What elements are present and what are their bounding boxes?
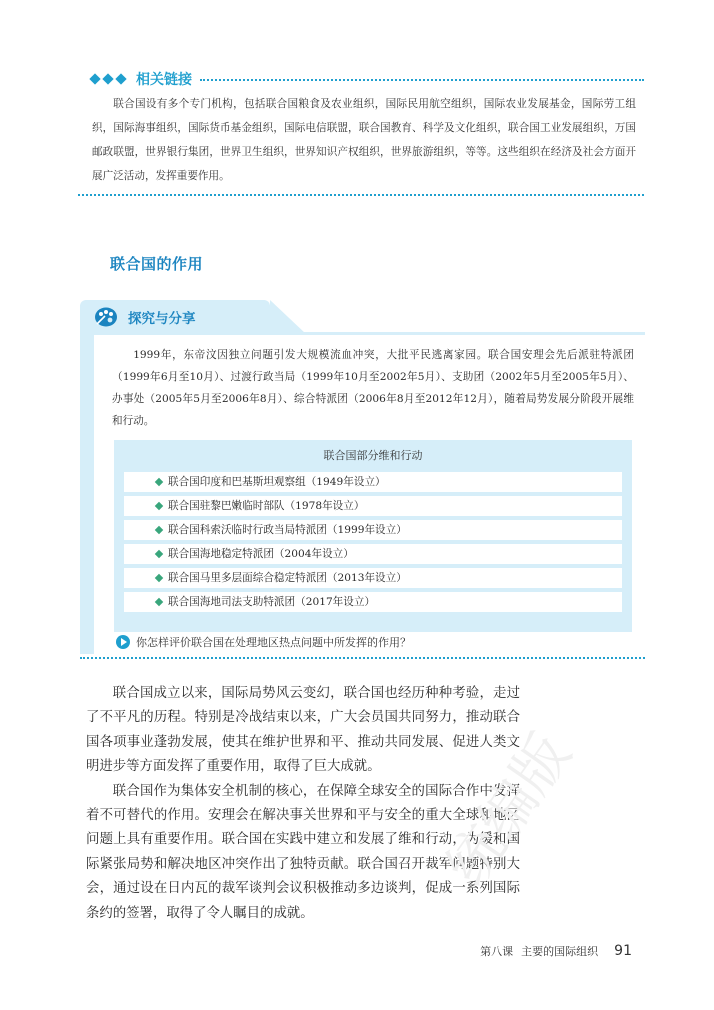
diamond-icon [115,73,126,84]
table-row [124,472,622,492]
diamond-bullet-icon [155,550,163,558]
mission-name: 联合国驻黎巴嫩临时部队（1978年设立） [168,500,365,512]
body-paragraph: 联合国作为集体安全机制的核心，在保障全球安全的国际合作中发挥着不可替代的作用。安理会在解决事关世界和平与安全的重大全球和地区问题上具有重要作用。联合国在实践中建立和发展了维和行动，为缓和国际紧张局势和解决地区冲突作出了独特贡献。联合国召开裁军问题特别大会，通过设在日内瓦的裁军谈判会议积极推动多边谈判，促成一系列国际条约的签署，取得了令人瞩目的成就。 [86,783,520,921]
peacekeeping-table [114,440,632,632]
page-number: 91 [614,943,632,959]
explore-paragraph: 1999年，东帝汶因独立问题引发大规模流血冲突，大批平民逃离家园。联合国安理会先后派驻特派团（1999年6月至10月）、过渡行政当局（1999年10月至2002年5月）、支助团（2002年5月至2005年5月）、办事处（2005年5月至2006年8月）、综合特派团（2006年8月至2012年12月），随着局势发展分阶段开展维和行动。 [112,349,634,427]
mission-name: 联合国海地稳定特派团（2004年设立） [168,548,354,560]
body-paragraph: 联合国成立以来，国际局势风云变幻，联合国也经历种种考验，走过了不平凡的历程。特别是冷战结束以来，广大会员国共同努力，推动联合国各项事业蓬勃发展，使其在维护世界和平、推动共同发展、促进人类文明进步等方面发挥了重要作用，取得了巨大成就。 [86,686,520,775]
dotted-divider [80,657,645,659]
peacekeeping-table-title: 联合国部分维和行动 [323,449,423,462]
explore-share-body [80,334,645,654]
dotted-divider [78,194,644,196]
watermark: 统编版 [434,722,584,898]
diamond-icon [102,73,113,84]
diamond-icon [89,73,100,84]
table-row [124,568,622,588]
discussion-question [116,634,411,650]
explore-share-tab [80,300,270,334]
related-links-text: 联合国设有多个专门机构，包括联合国粮食及农业组织，国际民用航空组织，国际农业发展基金，国际劳工组织，国际海事组织，国际货币基金组织，国际电信联盟，联合国教育、科学及文化组织，联合国工业发展组织，万国邮政联盟，世界银行集团，世界卫生组织，世界知识产权组织，世界旅游组织，等等。这些组织在经济及社会方面开展广泛活动，发挥重要作用。 [92,98,636,182]
dotted-divider [200,79,644,81]
diamond-bullet-icon [155,598,163,606]
table-row [124,592,622,612]
page-footer [480,943,632,959]
question-text: 你怎样评价联合国在处理地区热点问题中所发挥的作用？ [136,636,411,649]
diamond-bullet-icon [155,574,163,582]
section-title: 联合国的作用 [110,255,204,273]
related-links-title: 相关链接 [136,72,192,88]
diamond-bullet-icon [155,526,163,534]
diamond-bullet-icon [155,478,163,486]
mission-name: 联合国科索沃临时行政当局特派团（1999年设立） [168,524,407,536]
arrow-right-icon [116,635,130,649]
table-row [124,520,622,540]
mission-name: 联合国印度和巴基斯坦观察组（1949年设立） [168,476,386,488]
palette-icon [94,306,118,328]
diamond-icons [90,75,126,83]
table-row [124,496,622,516]
main-text [86,682,520,926]
explore-share-title: 探究与分享 [128,311,196,327]
table-row [124,544,622,564]
diamond-bullet-icon [155,502,163,510]
related-links-box [78,66,644,196]
footer-chapter-title: 主要的国际组织 [521,945,599,958]
mission-name: 联合国海地司法支助特派团（2017年设立） [168,596,376,608]
related-links-header [78,66,644,92]
footer-lesson: 第八课 [480,945,514,958]
explore-share-panel [80,300,645,660]
mission-name: 联合国马里多层面综合稳定特派团（2013年设立） [168,572,407,584]
